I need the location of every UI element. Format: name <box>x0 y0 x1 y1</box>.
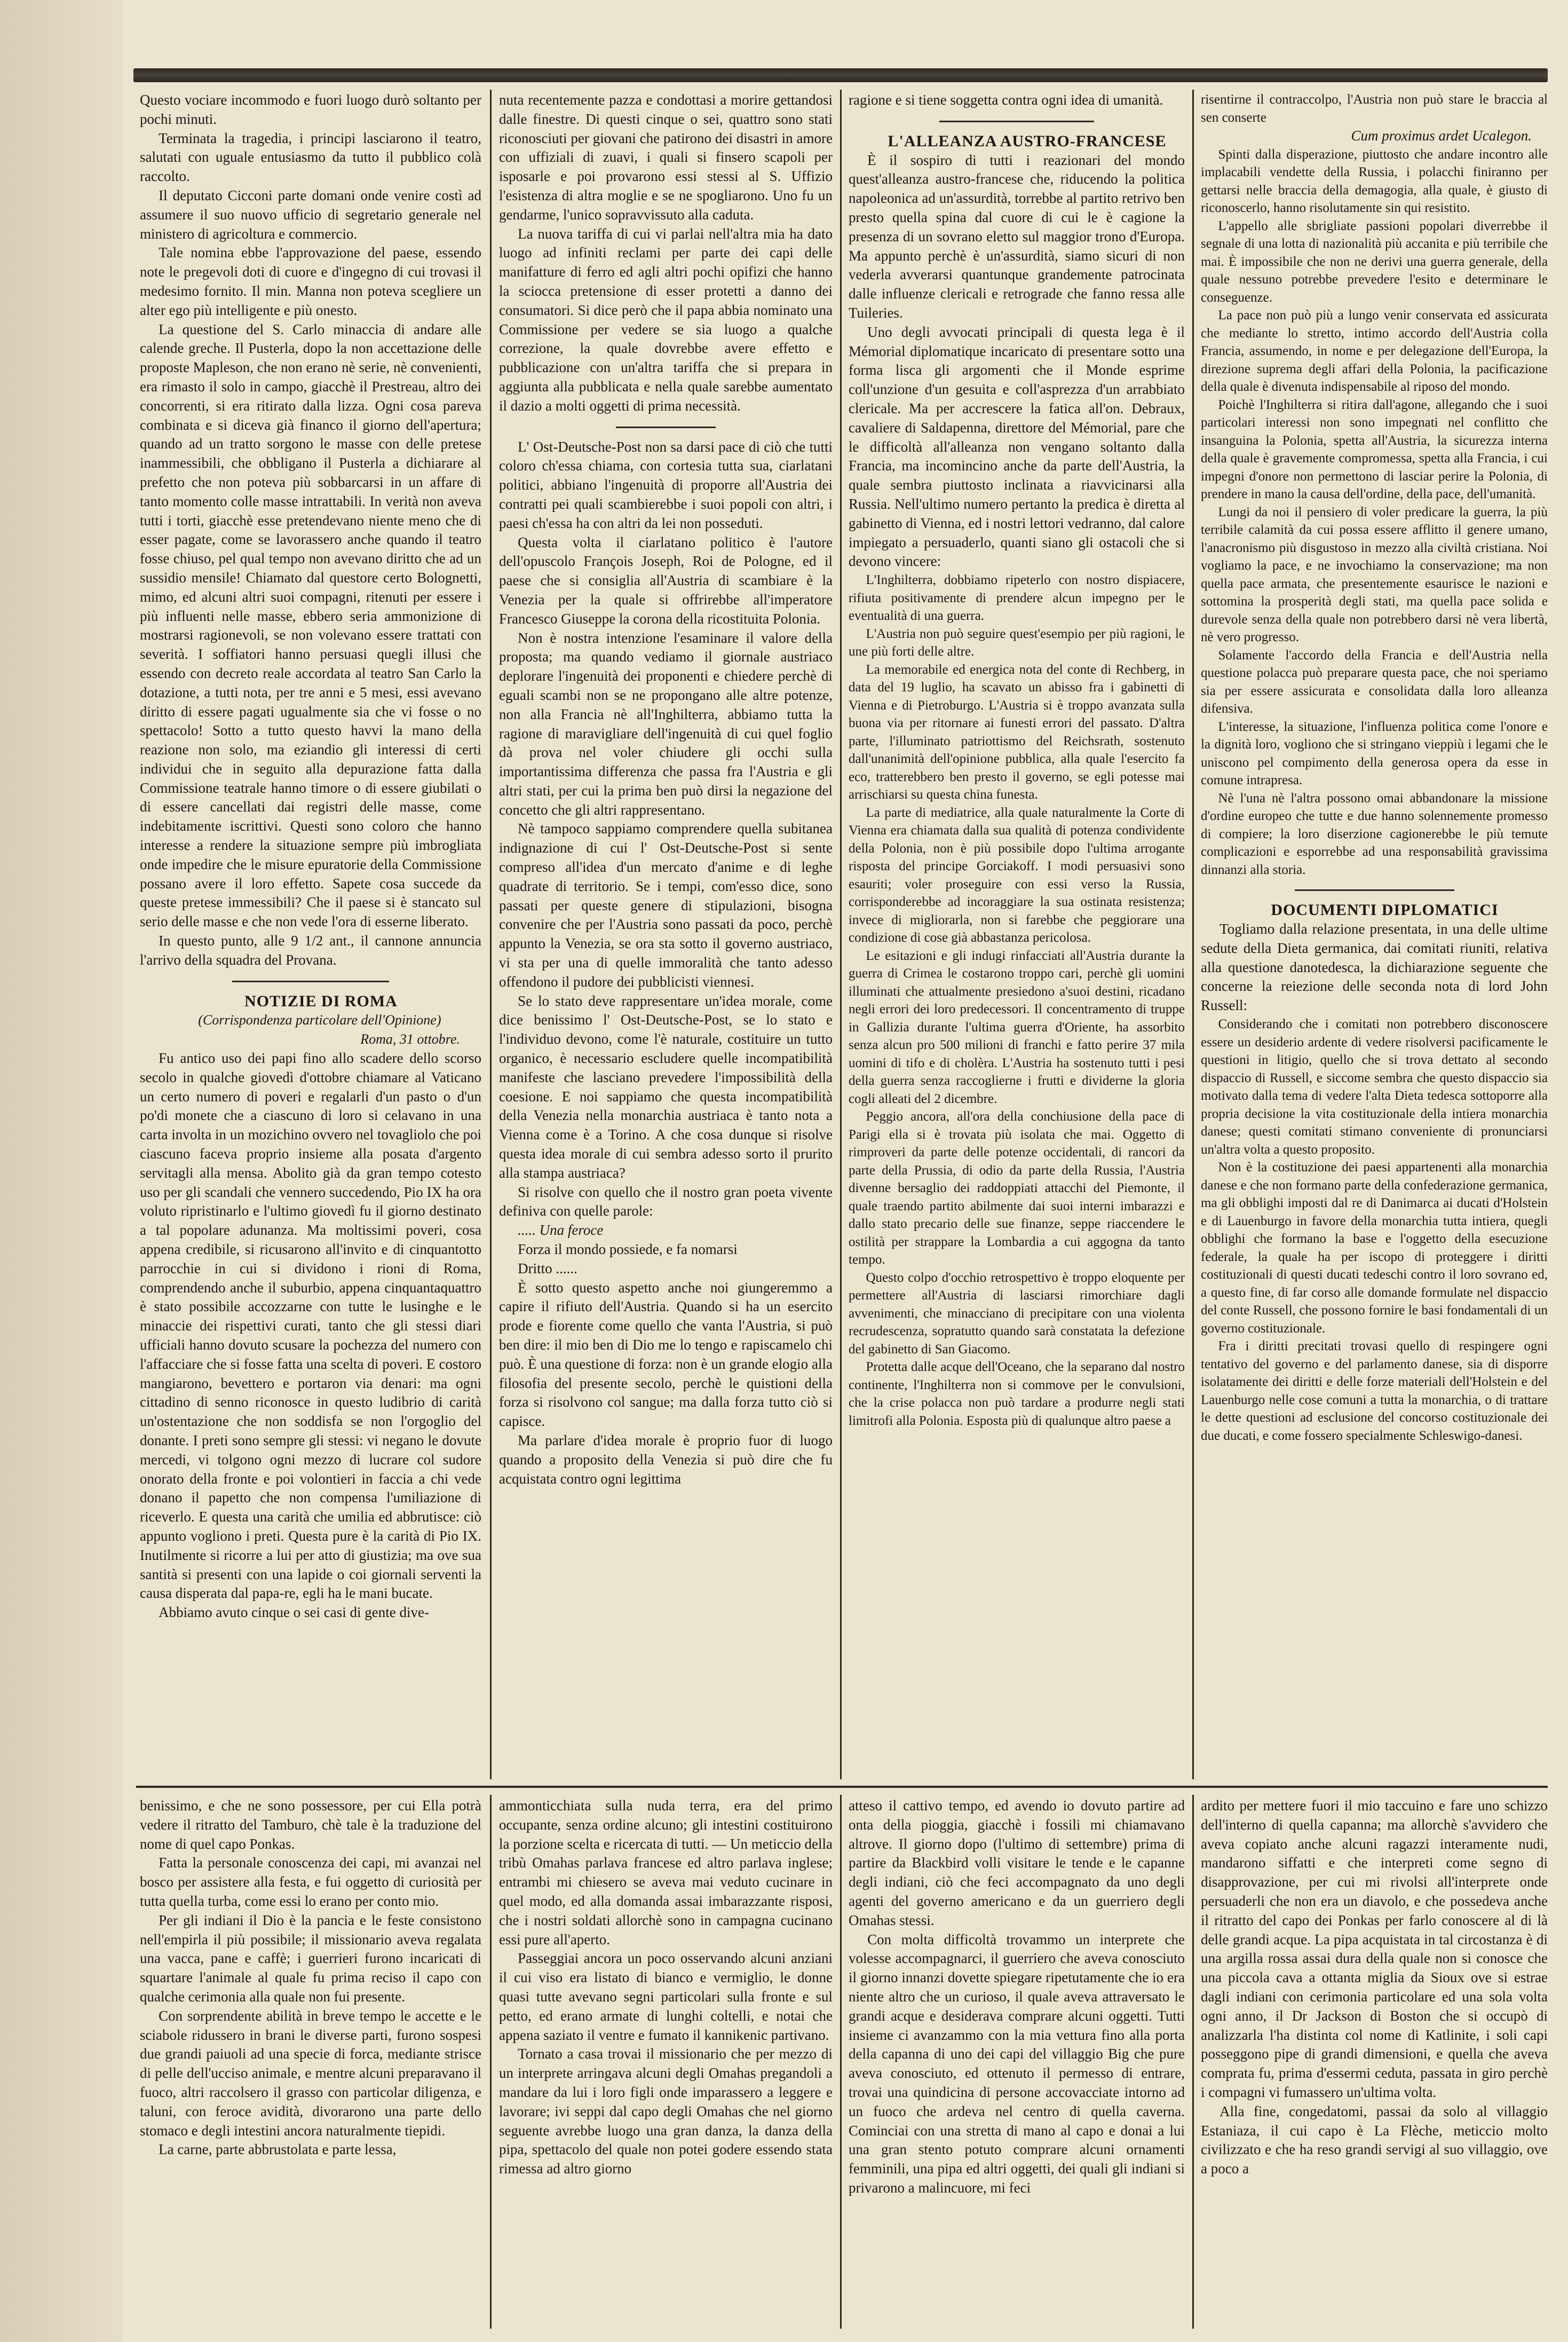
paragraph: Terminata la tragedia, i principi lasciarono il teatro, salutati con uguale entusiasmo da tutto il pubblico colà raccolto. <box>140 130 481 185</box>
paragraph: La questione del S. Carlo minaccia di andare alle calende greche. Il Pusterla, dopo la non accettazione delle proposte Mapleson, che non erano nè serie, nè convenienti, era rimasto il solo in campo, giacchè il Prestreau, altro dei concorrenti, si era ritirato dalla lizza. Ogni cosa pareva combinata e si diceva già financo il giorno dell'apertura; quando ad un tratto sorgono le masse con delle pretese inammessibili, che obbligano il Pusterla a dichiarare al prefetto che non poteva più sobbarcarsi in un affare di tanto momento colle masse intrattabili. In verità non aveva tutti i torti, giacchè esse pretendevano niente meno che di esser pagate, come se lavorassero anche quando il teatro fosse chiuso, pel qual tempo non avevano diritto che ad un sussidio mensile! Chiamato dal questore certo Bolognetti, mimo, ed alcuni altri suoi compagni, ritenuti per essere i più influenti nelle masse, ebbero seria ammonizione di mostrarsi ragionevoli, se non volevano essere trattati con severità. I soffiatori hanno persuasi quegli illusi che essendo con decreto reale accordata al teatro San Carlo la dotazione, a tutti nota, per tre anni e 5 mesi, essi avevano diritto di essere pagati ugualmente sia che vi fosse o no spettacolo! Sotto a tutto questo havvi la mano della reazione non solo, ma eziandio gli interessi di certi individui che in seguito alla depurazione fatta dalla Commissione teatrale hanno timore o di essere giubilati o di essere cancellati dai registri delle masse, come indebitamente iscrittivi. Questi sono coloro che hanno interesse a rendere la situazione sempre più imbrogliata onde impedire che le misure epuratorie della Commissione possano avere il loro effetto. Sapete cosa succede da queste pretese immessibili? Che il paese si è stancato sul serio delle masse e che non vede l'ora di esserne liberato. <box>140 321 481 930</box>
verse-line: Dritto ...... <box>518 1260 577 1276</box>
serial-paragraph: atteso il cattivo tempo, ed avendo io dovuto partire ad onta della pioggia, giacchè i fossili mi chiamavano altrove. Il giorno dopo (l'ultimo di settembre) prima di partire da Blackbird volli visitare le tende e le capanne degli indiani, ciò che feci accompagnato da uno degli agenti del governo americano e da un guerriero degli Omahas stessi. <box>849 1797 1185 1928</box>
section-heading: L'ALLEANZA AUSTRO-FRANCESE <box>888 132 1167 150</box>
quoted-paragraph: Lungi da noi il pensiero di voler predicare la guerra, la più terribile calamità da cui possa essere afflitto il genere umano, l'anacronismo più disgustoso in mezzo alla civiltà cristiana. Noi vogliamo la pace, e ne invochiamo la conservazione; ma non quella pace armata, che presentemente esaurisce le nazioni e sottomina la prosperità degli stati, ma quella pace solida e durevole senza della quale non potrebbero darsi nè vera libertà, nè vero progresso. <box>1201 504 1548 645</box>
serial-paragraph: ardito per mettere fuori il mio taccuino e fare uno schizzo dell'interno di quella capanna; ma allorchè s'avvidero che aveva copiato anche alcuni ragazzi interamente nudi, mandarono siffatti e che interpreti come segno di disapprovazione, per cui mi rivolsi all'interprete onde persuaderli che non era un diavolo, e che possedeva anche il ritratto del capo dei Ponkas per farlo conoscere al di là delle grandi acque. La pipa acquistata in tal circostanza è di una argilla rossa assai dura della quale non si conosce che una piccola cava a ottanta miglia da Sioux ove si estrae dagli indiani con cerimonia particolare ed una sola volta ogni anno, il Dr Jackson di Boston che si occupò di analizzarla l'ha distinta col nome di Katlinite, i soli capi posseggono pipe di grandi dimensioni, e quella che aveva comprata fu, prima d'essermi ceduta, passata in giro perchè i compagni vi fumassero un'ultima volta. <box>1201 1797 1548 2100</box>
paragraph: È sotto questo aspetto anche noi giungeremmo a capire il rifiuto dell'Austria. Quando si ha un esercito prode e fiorente come quello che vanta l'Austria, si può ben dire: il mio ben di Dio me lo tengo e rapiscamelo chi può. È una questione di forza: non è un grande elogio alla filosofia del presente secolo, perchè le quistioni della forza si risolvono col sangue; ma dalla forza tutto ciò si capisce. <box>499 1279 833 1430</box>
quotation: Cum proximus ardet Ucalegon. <box>1351 128 1532 144</box>
quoted-paragraph: Considerando che i comitati non potrebbero disconoscere essere un desiderio ardente di vedere risolversi pacificamente le questioni in litigio, quello che si trova dettato al secondo dispaccio di Russell, e siccome sembra che questo dispaccio sia motivato dalla tema di vedere l'alta Dieta tedesca sottoporre alla propria decisione la vita costituzionale della intiera monarchia danese; questi comitati stimano conveniente di pronunciarsi un'altra volta a questo proposito. <box>1201 1017 1548 1157</box>
paragraph: L' Ost-Deutsche-Post non sa darsi pace di ciò che tutti coloro ch'essa chiama, con cortesia tutta sua, ciarlatani politici, abbiano l'ingenuità di proporre all'Austria dei contratti pei quali scambierebbe i suoi popoli con altri, i paesi ch'essa ha con altri da lei non posseduti. <box>499 438 833 531</box>
paragraph: Tale nomina ebbe l'approvazione del paese, essendo note le pregevoli doti di cuore e d'ingegno di cui trovasi il medesimo fornito. Il min. Manna non poteva scegliere un alter ego più intelligente e più onesto. <box>140 245 481 318</box>
quoted-paragraph: La pace non può più a lungo venir conservata ed assicurata che mediante lo stretto, intimo accordo dell'Austria colla Francia, assumendo, in nome e per delegazione dell'Europa, la direzione suprema degli affari della Polonia, la pacificazione della quale è divenuta indispensabile al riposo del mondo. <box>1201 308 1548 395</box>
paragraph: Il deputato Cicconi parte domani onde venire costì ad assumere il suo nuovo ufficio di segretario generale nel ministero di agricoltura e commercio. <box>140 187 481 242</box>
serial-paragraph: Alla fine, congedatomi, passai da solo al villaggio Estaniaza, il cui capo è La Flèche, meticcio molto civilizzato e che ha reso grandi servigi al suo villaggio, ove a poco a <box>1201 2103 1548 2177</box>
column-rule-3 <box>1192 90 1194 1779</box>
quoted-paragraph: Peggio ancora, all'ora della conchiusione della pace di Parigi ella si è trovata più isolata che mai. Oggetto di rimproveri da parte delle potenze occidentali, di rancori da parte della Prussia, di odio da parte della Russia, l'Austria divenne bersaglio dei raddoppiati attacchi del Piemonte, il quale traendo partito abilmente dai suoi interni imbarazzi e dallo stato precario delle sue finanze, seppe riaccendere le ostilità per strappare la Lombardia a cui aggogna da tanto tempo. <box>849 1109 1185 1267</box>
paragraph: La nuova tariffa di cui vi parlai nell'altra mia ha dato luogo ad infiniti reclami per parte dei capi delle manifatture di ferro ed agli altri pochi opifizi che hanno la sciocca pretensione di esser protetti a danno dei consumatori. Si dice però che il papa abbia nominato una Commissione per vedere se sia luogo a qualche correzione, la quale dovrebbe avere effetto e pubblicazione con un'altra tariffa che si prepara in aggiunta alla pubblicata e nella quale sarebbe aumentato il dazio a molti oggetti di prima necessità. <box>499 225 833 414</box>
page-edge-shadow <box>0 0 123 2342</box>
paragraph: Nè tampoco sappiamo comprendere quella subitanea indignazione di cui l' Ost-Deutsche-Post si sente compreso all'idea d'un mercato d'anime e di leghe quadrate di territorio. Se i tempi, com'esso dice, sono passati per queste genere di stipulazioni, bisogna convenire che per l'Austria sono passati da poco, perchè appunto la Venezia, se ora sta sotto il governo austriaco, vi sta per una di quelle immoralità che tanto adesso offendono il pudore dei pubblicisti viennesi. <box>499 821 833 990</box>
section-heading: DOCUMENTI DIPLOMATICI <box>1271 901 1499 919</box>
quoted-paragraph: Non è la costituzione dei paesi appartenenti alla monarchia danese e che non formano parte della confederazione germanica, ma gli obblighi imposti dal re di Danimarca ai ducati d'Holstein e di Lauenburgo in favore della monarchia tutta intiera, quegli obblighi che formano la base e l'oggetto della esecuzione federale, la quale ha per iscopo di proteggere i diritti costituzionali di questi ducati tedeschi contro il loro sovrano ed, a questo fine, di far corso alle domande formulate nel dispaccio del conte Russell, che possono fornire le basi fondamentali di un governo costituzionale. <box>1201 1160 1548 1336</box>
serial-paragraph: Passeggiai ancora un poco osservando alcuni anziani il cui viso era listato di bianco e vermiglio, le donne quasi tutte avevano segni particolari sulla fronte e sul petto, ed erano armate di lunghi coltelli, e notai che appena saziato il ventre e fumato il kannikenic partivano. <box>499 1950 833 2043</box>
quoted-paragraph: risentirne il contraccolpo, l'Austria non può stare le braccia al sen conserte <box>1201 92 1548 125</box>
paragraph: Non è nostra intenzione l'esaminare il valore della proposta; ma quando vediamo il giornale austriaco deplorare l'ingenuità dei proponenti e chiedere perchè di eguali scambi non se ne propongano alle altre potenze, non alla Francia nè all'Inghilterra, abbiamo tutta la ragione di maravigliare dell'ingenuità di cui quel foglio dà prova nel voler chiudere gli occhi sulla importantissima differenza che passa fra l'Austria e gli altri stati, per cui la prima ben può dirsi la negazione del concetto che gli altri rappresentano. <box>499 629 833 818</box>
column-4 <box>1201 91 1548 1778</box>
quoted-paragraph: La parte di mediatrice, alla quale naturalmente la Corte di Vienna era chiamata dalla sua qualità di potenza condividente della Polonia, non è più possibile dopo l'ultima arrogante risposta del principe Gorciakoff. I modi persuasivi sono esauriti; voler proseguire con essi verso la Russia, corrisponderebbe ad incoraggiare la sua ostinata resistenza; invece di migliorarla, non si farebbe che peggiorare una condizione di cose già abbastanza pericolosa. <box>849 805 1185 945</box>
column-rule-1 <box>490 90 492 1779</box>
quoted-paragraph: Spinti dalla disperazione, piuttosto che andare incontro alle implacabili vendette della Russia, i polacchi finiranno per gettarsi nelle braccia della demagogia, alla quale, è giusto di riconoscerlo, hanno risolutamente sin qui resistito. <box>1201 147 1548 216</box>
serial-paragraph: Con sorprendente abilità in breve tempo le accette e le sciabole ridussero in brani le diverse parti, furono sospesi due grandi paiuoli ad una specie di forca, mediante strisce di pelle dell'ucciso animale, e mentre alcuni preparavano il fuoco, altri raccolsero il grasso con particolar diligenza, e taluni, con feroce avidità, divorarono una parte dello stomaco e degli intestini ancora naturalmente tiepidi. <box>140 2007 481 2139</box>
paragraph: Ma parlare d'idea morale è proprio fuor di luogo quando a proposito della Venezia si può dire che fu acquistata contro ogni legittima <box>499 1432 833 1487</box>
quoted-paragraph: L'appello alle sbrigliate passioni popolari diverrebbe il segnale di una lotta di nazionalità più accanita e più terribile che mai. È impossibile che non ne derivi una guerra generale, della quale nessuno potrebbe prevedere l'esito e determinare le conseguenze. <box>1201 218 1548 305</box>
column-2 <box>499 91 833 1778</box>
verse-line: Forza il mondo possiede, e fa nomarsi <box>518 1241 738 1258</box>
quoted-paragraph: L'interesse, la situazione, l'influenza politica come l'onore e la dignità loro, vogliono che si stringano vieppiù i legami che le uniscono pel compimento della generosa opera da esse in comune intrapresa. <box>1201 719 1548 788</box>
appendix-column-2 <box>499 1796 833 2330</box>
paragraph: Si risolve con quello che il nostro gran poeta vivente definiva con quelle parole: <box>499 1184 833 1219</box>
paragraph: In questo punto, alle 9 1/2 ant., il cannone annuncia l'arrivo della squadra del Provana. <box>140 933 481 968</box>
serial-paragraph: Per gli indiani il Dio è la pancia e le feste consistono nell'empirla il più possibile; il missionario aveva regalata una vacca, pane e caffè; i guerrieri furono incaricati di squartare l'animale al quale fu prima reciso il capo con qualche cerimonia alla quale non fui presente. <box>140 1912 481 2005</box>
column-rule-2 <box>840 90 842 1779</box>
paragraph: ragione e si tiene soggetta contra ogni idea di umanità. <box>849 92 1163 108</box>
appendix-column-1 <box>140 1796 481 2330</box>
serial-paragraph: Fatta la personale conoscenza dei capi, mi avanzai nel bosco per assistere alla festa, e fui oggetto di curiosità per tutta quella turba, come essi lo erano per conto mio. <box>140 1855 481 1909</box>
quoted-paragraph: Poichè l'Inghilterra si ritira dall'agone, allegando che i suoi particolari interessi non sono impegnati nel conflitto che insanguina la Polonia, spetta all'Austria, la sicurezza interna della quale è gravemente compromessa, spetta alla Francia, i cui impegni d'onore non permettono di lasciar perire la Polonia, di prendere in mano la causa dell'ordine, della pace, dell'umanità. <box>1201 397 1548 502</box>
quoted-paragraph: La memorabile ed energica nota del conte di Rechberg, in data del 19 luglio, ha scavato un abisso fra i gabinetti di Vienna e di Pietroburgo. L'Austria si è troppo avanzata sulla buona via per ritornare ai funesti errori del passato. D'altra parte, l'illuminato patriottismo del Reichsrath, sostenuto dall'unanimità dell'opinione pubblica, alla quale l'esercito fa eco, tratterebbero ben presto il governo, se egli potesse mai arrischiarsi su questa china funesta. <box>849 662 1185 802</box>
section-heading: NOTIZIE DI ROMA <box>244 992 398 1010</box>
paragraph: nuta recentemente pazza e condottasi a morire gettandosi dalle finestre. Di questi cinque o sei, quattro sono stati riconosciuti per giovani che patirono dei disastri in amore con uffiziali di zuavi, i quali si finsero scapoli per isposarle e poi provarono essi stessi al S. Uffizio l'esistenza di altra moglie e se ne spogliarono. Uno fu un gendarme, l'unico sopravvissuto alla caduta. <box>499 92 833 223</box>
quoted-paragraph: Nè l'una nè l'altra possono omai abbandonare la missione d'ordine europeo che tutte e due hanno solennemente promesso di compiere; la loro diserzione cagionerebbe le più temute complicazioni e esporrebbe ad una responsabilità gravissima dinnanzi alla storia. <box>1201 791 1548 877</box>
dateline: Roma, 31 ottobre. <box>360 1031 460 1047</box>
quoted-paragraph: Solamente l'accordo della Francia e dell'Austria nella questione polacca può preparare questa pace, che noi speriamo sia per essere assicurata e consolidata dalla loro alleanza difensiva. <box>1201 648 1548 716</box>
appendix-rule-1 <box>490 1795 492 2329</box>
appendix-column-3 <box>849 1796 1185 2330</box>
section-divider <box>1295 889 1454 891</box>
quoted-paragraph: L'Austria non può seguire quest'esempio per più ragioni, le une più forti delle altre. <box>849 626 1185 659</box>
section-divider <box>232 981 389 982</box>
paragraph: Abbiamo avuto cinque o sei casi di gente dive- <box>159 1604 429 1621</box>
appendix-separator <box>136 1786 1548 1788</box>
paragraph: È il sospiro di tutti i reazionari del mondo quest'alleanza austro-francese che, riducendo la politica napoleonica ad un'assurdità, torrebbe al partito retrivo ben presto quella spina dal cuore di cui le è cagione la presenza di un sovrano eletto sul maggior trono d'Europa. Ma appunto perchè è un'assurdità, siamo sicuri di non vederla avverarsi quantunque grandemente patrocinata dalle influenze clericali e retrograde che fanno ressa alle Tuileries. <box>849 152 1185 321</box>
serial-paragraph: La carne, parte abbrustolata e parte lessa, <box>159 2141 397 2158</box>
paragraph: Uno degli avvocati principali di questa lega è il Mémorial diplomatique incaricato di presentare sotto una forma lisca gli argomenti che il Monde esprime coll'unzione d'un gesuita e coll'asprezza d'un arrabbiato clericale. Ma per accrescere la fatica all'on. Debraux, cavaliere di Saldapenna, direttore del Mémorial, pare che le difficoltà all'alleanza non vengano soltanto dalla Francia, ma incomincino anche da parte dell'Austria, la quale sembra piuttosto inclinata a riavvicinarsi alla Russia. Nell'ultimo numero pertanto la predica è diretta al gabinetto di Vienna, ed i nostri lettori vedranno, dal calore impiegato a persuaderlo, quanti siano gli ostacoli che si devono vincere: <box>849 324 1185 570</box>
paragraph: Questo vociare incommodo e fuori luogo durò soltanto per pochi minuti. <box>140 92 481 127</box>
appendix-rule-3 <box>1192 1795 1194 2329</box>
quoted-paragraph: Questo colpo d'occhio retrospettivo è troppo eloquente per permettere all'Austria di lasciarsi rimorchiare dagli avvenimenti, che minacciano di precipitare con una violenta recrudescenza, sopratutto quando sarà constatata la defezione del gabinetto di San Giacomo. <box>849 1270 1185 1357</box>
quoted-paragraph: Protetta dalle acque dell'Oceano, che la separano dal nostro continente, l'Inghilterra non si commove per le convulsioni, che la crise polacca non può tardare a produrre negli stati limitrofi alla Polonia. Esposta più di qualunque altro paese a <box>849 1360 1185 1428</box>
serial-paragraph: Tornato a casa trovai il missionario che per mezzo di un interprete arringava alcuni degli Omahas pregandoli a mandare da lui i loro figli onde imparassero a leggere e lavorare; ivi seppi dal capo degli Omahas che nel giorno seguente avrebbe luogo una gran danza, la danza della pipa, spettacolo del quale non potei godere essendo stata rimessa ad altro giorno <box>499 2046 833 2177</box>
quoted-paragraph: Le esitazioni e gli indugi rinfacciati all'Austria durante la guerra di Crimea le costarono troppo cari, perchè gli uomini illuminati che attualmente presiedono a'suoi destini, ricadano negli errori dei loro predecessori. Il concentramento di truppe in Gallizia durante l'ultima guerra d'Oriente, ha assorbito senza alcun pro 500 milioni di franchi e fatto perire 37 mila uomini di tifo e di cholèra. L'Austria ha sostenuto tutti i pesi della guerra senza raccoglierne i frutti e dividerne la gloria cogli alleati del 2 dicembre. <box>849 948 1185 1106</box>
column-1 <box>140 91 481 1778</box>
top-border-band <box>133 68 1548 82</box>
quoted-paragraph: Fra i diritti precitati trovasi quello di respingere ogni tentativo del governo e del parlamento danese, sia di disporre isolatamente dei diritti e delle forze materiali dell'Holstein e del Lauenburgo nelle cose comuni a tutta la monarchia, o di trattare le dette questioni ad esclusione del concorso costituzionale dei due ducati, e come fossero specialmente Schleswigo-danesi. <box>1201 1339 1548 1443</box>
section-divider <box>616 427 716 428</box>
section-subheading: (Corrispondenza particolare dell'Opinione) <box>198 1012 441 1028</box>
serial-paragraph: Con molta difficoltà trovammo un interprete che volesse accompagnarci, il guerriero che aveva conosciuto il giorno innanzi dovette spiegare ripetutamente che io era niente altro che un curioso, il quale aveva attraversato le grandi acque e desiderava comprare alcuni oggetti. Tutti insieme ci avanzammo con la mia vettura fino alla porta della capanna di uno dei capi del villaggio Big che pure aveva conosciuto, ed ottenuto il permesso di entrare, trovai una quindicina di persone accovacciate intorno ad un fuoco che ardeva nel centro di quella caverna. Cominciai con una stretta di mano al capo e donai a lui una gran stento potuto comprare alcuni ornamenti femminili, una pipa ed altri oggetti, dei quali gli indiani si privarono a malincuore, mi feci <box>849 1931 1185 2196</box>
appendix-rule-2 <box>840 1795 842 2329</box>
appendix-column-4 <box>1201 1796 1548 2330</box>
column-3 <box>849 91 1185 1778</box>
section-divider <box>939 121 1094 122</box>
quoted-paragraph: L'Inghilterra, dobbiamo ripeterlo con nostro dispiacere, rifiuta positivamente di prendere alcun impegno per le eventualità di una guerra. <box>849 573 1185 624</box>
serial-paragraph: ammonticchiata sulla nuda terra, era del primo occupante, senza ordine alcuno; gli intestini costituirono la porzione scelta e ricercata di tutti. — Un meticcio della tribù Omahas parlava francese ed altro parlava inglese; entrambi mi chiesero se aveva mai veduto cucinare in quel modo, ed alla domanda assai imbarazzante risposi, che i nostri soldati allorchè sono in campagna cucinano essi pure all'aperto. <box>499 1797 833 1947</box>
paragraph: Se lo stato deve rappresentare un'idea morale, come dice benissimo l' Ost-Deutsche-Post, se lo stato e l'individuo devono, come l'è naturale, costituire un tutto organico, è necessario escludere quelle incompatibilità manifeste che lasciano prevedere l'impossibilità della coesione. E noi sappiamo che questa incompatibilità della Venezia nella monarchia austriaca è tanto nota a Vienna come è a Torino. A che cosa dunque si risolve questa idea morale di cui sembra adesso sorto il prurito alla stampa austriaca? <box>499 992 833 1181</box>
paragraph: Togliamo dalla relazione presentata, in una delle ultime sedute della Dieta germanica, dai comitati riuniti, relativa alla questione danotedesca, la dichiarazione seguente che concerne la reiezione delle seconda nota di lord John Russell: <box>1201 921 1548 1014</box>
serial-paragraph: benissimo, e che ne sono possessore, per cui Ella potrà vedere il ritratto del Tamburo, chè tale è la traduzione del nome di quel capo Ponkas. <box>140 1797 481 1852</box>
verse-line: ..... Una feroce <box>518 1222 604 1239</box>
paragraph: Fu antico uso dei papi fino allo scadere dello scorso secolo in qualche giovedì d'ottobre chiamare al Vaticano un certo numero di poveri e regalarli d'un pasto o d'un po'di monete che a ciascuno di loro si celavano in una carta involta in un mozichino ovvero nel tovagliolo che poi ciascuno faceva proprio insieme alla posata d'argento servitagli alla mensa. Abolito già da gran tempo cotesto uso per gli scandali che vennero succedendo, Pio IX ha ora voluto ripristinarlo e l'ultimo giovedì fu il giorno destinato a tal popolare adunanza. Ma moltissimi poveri, cosa appena credibile, si ricusarono all'invito e di cinquantotto parrocchie in cui si dividono i rioni di Roma, comprendendo anche il suburbio, appena cinquantaquattro è stato possibile accozzarne con tutte le lusinghe e le minaccie dei rispettivi curati, tanto che gli stessi diari ufficiali hanno dovuto scusare la pochezza del numero con l'affacciare che si fosse fatta una scelta di poveri. E costoro mangiarono, bevettero e portaron via denari: ma ogni cittadino di senno riconosce in questo ludibrio di carità un'ostentazione che non soddisfa se non l'orgoglio del donante. I preti sono sempre gli stessi: vi negano le dovute mercedi, vi tolgono ogni mezzo di lucrare col sudore onorato della fronte e poi volontieri in faccia a chi vede donano il papetto che non compensa l'umiliazione di riceverlo. E questa una carità che umilia ed abbrutisce: ciò appunto vogliono i preti. Questa pure è la carità di Pio IX. Inutilmente si ricorre a lui per atto di giustizia; ma ove sua santità si presenti con una lapide o coi giornali serventi la causa disperata dal papa-re, egli ha le mani bucate. <box>140 1050 481 1602</box>
paragraph: Questa volta il ciarlatano politico è l'autore dell'opuscolo François Joseph, Roi de Pologne, ed il paese che si consiglia all'Austria di scambiare è la Venezia per la quale si offrirebbe all'imperatore Francesco Giuseppe la corona della ricostituita Polonia. <box>499 534 833 627</box>
